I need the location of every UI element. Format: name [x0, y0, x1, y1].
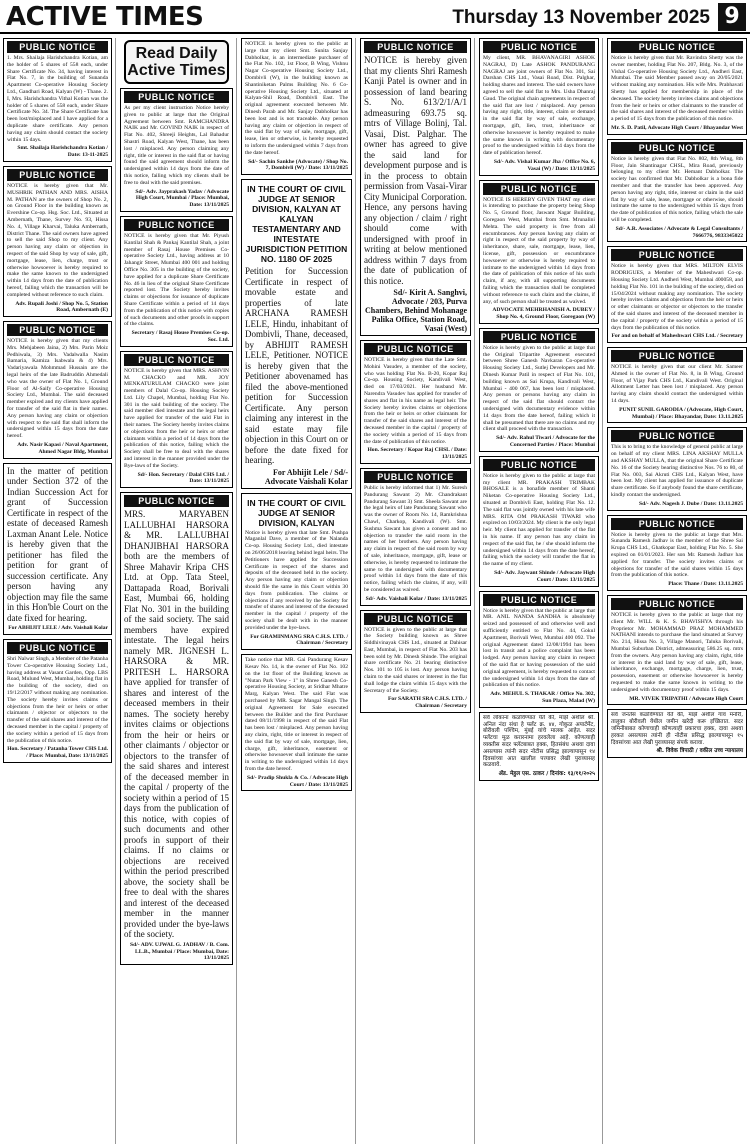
notice-title: PUBLIC NOTICE [364, 471, 467, 483]
notice-body: NOTICE is hereby given that Mr. Piyush Kantilal Shah & Pankaj Kantilal Shah, a joint member of Rasaj House Premises Co-operative Society Ltd., having address at 10 Jahangir Street, Mumbai 400 001 and holding Office No. 305 in the building of the society, have applied for a duplicate Share Certificate No. 46 in lieu of the original Share Certificate reported lost. The Society hereby invites claims or objections for issuance of duplicate Share Certificate within a period of 14 days from the publication of this notice with copies of such documents and other proofs in support of the claims. [124, 232, 229, 328]
notice-title: PUBLIC NOTICE [124, 354, 229, 366]
notice-body: NOTICE is hereby given that MRS. ASHVIN M. CHACKO and MR. JOY MENKATURULAM CHACKO were joint members of Dalal Co-op. Housing Society Ltd. Lily Chapel, Mumbai, holding Flat No. 301 in the said building of the society. The said member died intestate and the legal heirs have applied for transfer of the said Flat in their names. The Society hereby invites claims or objections from the heir or heirs or other claimants within a period of 14 days from the publication of this notice, failing which the Society shall be free to deal with the shares and interest in the manner provided under the Bye-laws of the Society. [124, 367, 229, 469]
public-notice [3, 166, 112, 317]
notice-signature: Adv. MEHUL S. THAKAR / Office No. 302, Sun Plaza, Malad (W) [490, 691, 595, 704]
notice-body: NOTICE is hereby given that my clients Mrs. Mehjabeen Jaina, 2) Mrs. Parin Moiz Pedhiwala, 3) Mrs. Vadalwalla Nasim Bamaria, Kamiza Isabwala & 4) Mrs. Vadariyawala Mohmmad Hussain are the legal heirs of the late Badruddin Ahmedali who was the owner of Flat No. 1, Ground Floor of Al-Saify Co-operative Housing Society Ltd., Mumbai. The said deceased member expired and my clients have applied for transfer of the said flat in their names. Any person having any claim or objection with respect to the said flat shall inform the undersigned within 15 days from the date hereof. [7, 338, 108, 440]
public-notice [607, 515, 747, 591]
public-notice [3, 463, 112, 635]
notice-title: PUBLIC NOTICE [611, 41, 743, 53]
notice-signature: For GRAMINMANG SRA C.H.S. LTD. / Chairman / Secretary [250, 633, 348, 647]
public-notice [479, 38, 599, 176]
masthead [0, 0, 750, 34]
notice-signature: MR. VIVEK TRIPATHI / Advocate High Court [629, 695, 743, 702]
notice-signature: Hon. Secretary / Patanha Tower CHS Ltd. / Place: Mumbai, Date: 13/11/2025 [7, 746, 108, 760]
notice-body: Notice is hereby given that the public at large that MR. ANIL NANDA SANDHA is absolutely seized and possessed of and otherwise well and sufficiently entitled to Flat No. 44, Gokul Apartment, Borivali West, Mumbai 400 092. The original Agreement dated 12/08/1994 has been lost in transit and a police complaint has been lodged. Any person having any claim in respect of the said flat or having possession of the said original agreement, is hereby requested to contact the undersigned within 14 days from the date of publication of this notice. [483, 607, 595, 689]
page-number: 9 [718, 3, 746, 31]
public-notice [360, 38, 471, 336]
notice-title: PUBLIC NOTICE [483, 331, 595, 343]
notice-body: Notice is hereby given that Flat No. 802, 8th Wing, 8th Floor, Jain Shantinagar CHSL, Mira Road, previously belonging to my client Mr. Hemant Dabholkar. The society has confirmed that Mr. Dabholkar is a bona fide member and that the transfer has been approved. Any person having any right, title, interest or claim in the said flat by way of sale, lease, mortgage or otherwise, should intimate the same to the undersigned within 15 days from the date of publication of this notice, failing which the sale will be completed. [611, 155, 743, 223]
court-notice [241, 179, 352, 489]
notice-body: 1. Mrs. Shailaja Harishchandra Kotian, am the holder of 5 shares of 558 each, under Share Certificate No. 34, having interest in Flat No. 7, in the building of Sunanda Apartment Co-operative Housing Society Ltd., Gandhari Road, Kalyan (W) - Thane. 2. I, Mrs. Harishchandra Vithal Kotian was the holder of 5 shares of 558 each, under Share Certificate No. 34. The Share Certificate has been lost/misplaced and I have applied for a duplicate share certificate. Any person having any claim should contact the society within 15 days. [7, 55, 108, 143]
public-notice [120, 351, 233, 489]
notice-title: PUBLIC NOTICE [611, 598, 743, 610]
notice-signature: Sd/- Adv. Vaishali Kolar / Date: 13/11/2025 [365, 595, 467, 602]
notice-body: NOTICE is hereby given that Mr. MUSHRIK PATHAN AND MRS. AISHA M. PATHAN are the owners of Shop No. 2, on Ground Floor in the building known as Evershine Co-op. Hsg. Soc. Ltd., Situated at Ambernath, Thane, Survey No. 93, Hissa No. 4, Village Kharvai, Taluka Ambernath, District Thane. The said owners have agreed to sell the said Shop to my client. Any person having any claim or objection in respect of the said Shop by way of sale, gift, mortgage, lease, lien, charge, trust or otherwise howsoever is hereby required to make the same known to the undersigned within 14 days from the date of publication hereof, failing which the transaction will be completed without reference to such claim. [7, 182, 108, 298]
public-notice [241, 654, 352, 791]
court-notice [241, 493, 352, 651]
notice-signature: Hon. Secretary / Kopar Raj CHSL / Date: 13/11/2025 [367, 447, 467, 461]
public-notice [360, 468, 471, 606]
notice-title: PUBLIC NOTICE [7, 324, 108, 336]
public-notice [607, 38, 747, 135]
marathi-notice [479, 712, 599, 781]
public-notice [607, 595, 747, 705]
column-4 [357, 38, 475, 1144]
notice-signature: Sd/- Kirit A. Sanghvi, Advocate / 203, Purva Chambers, Behind Mohanage Palika Office, Station Road, Vasai (West) [364, 288, 467, 333]
notice-body: As per my client instruction Notice hereby given to public at large that the Original Agreement between Smt. RAMCHANDRA NAIK and Mr. GOVIND NAIK in respect of Flat No. 402, Shreeji Heights, Lal Bahadur Shastri Road, Kalyan West, Thane, has been lost / misplaced. Any person claiming any right, title or interest in the said flat or having found the said agreement should inform the undersigned within 14 days from the date of this notice, failing which my clients shall be free to deal with the said premises. [124, 105, 229, 186]
notice-signature: For SARATH SRA C.H.S. LTD. / Chairman / Secretary [387, 696, 467, 710]
marathi-notice [607, 709, 747, 758]
notice-signature: For and on behalf of Maheshwari CHS Ltd. / Secretary [611, 333, 743, 340]
notice-signature: Secretary / Rasaj House Premises Co-op. Soc. Ltd. [131, 330, 229, 343]
notice-signature: Mr. S. D. Patil, Advocate High Court / Bhayandar West [611, 124, 743, 131]
public-notice [360, 610, 471, 714]
notice-signature: PUNIT SUNIL GARODIA / (Advocate, High Court, Mumbai) / Place: Bhayandar, Date: 13.11.2025 [619, 406, 743, 420]
notice-signature: Sd/- Pradip Shukla & Co. / Advocate High Court / Date: 13/11/2025 [246, 774, 348, 788]
public-notice [479, 328, 599, 452]
column-5 [476, 38, 603, 1144]
court-heading: IN THE COURT OF CIVIL JUDGE AT SENIOR DIVISION, KALYAN [247, 497, 346, 528]
notice-title: PUBLIC NOTICE [483, 41, 595, 53]
notice-title: PUBLIC NOTICE [7, 41, 108, 53]
public-notice [120, 492, 233, 965]
notice-body: NOTICE is hereby given to the public at large that my client Mr. WILL & K. S. BHAVISHYA through his Proprietor Mr. MOHAMMAD PRAZ MOHAMMED NATHANI intends to purchase the land situated at Survey No. 214, Hissa No. 3, Village Manori, Taluka Borivali, Mumbai Suburban District, admeasuring 586.25 sq. mtrs from the owners. Any person having any claim, right, title or interest in the said land by way of sale, gift, lease, inheritance, exchange, mortgage, charge, lien, trust, possession, easement or otherwise howsoever is hereby requested to make the same known in writing to the undersigned with documentary proof within 15 days. [611, 612, 743, 693]
public-notice [607, 347, 747, 423]
notice-title: PUBLIC NOTICE [611, 430, 743, 442]
notice-title: PUBLIC NOTICE [611, 249, 743, 261]
notice-body: Notice is hereby given to the public at large that the Original Tripartite Agreement executed between Shree Ganesh Navkaran Co-operative Housing Society Ltd., Sutlej Developers and Mr. Dinesh Kumar Patil in respect of Flat No. 101, building known as Sai Krupa, Kandivali West, Mumbai - 400 067, has been lost / misplaced. Any person or persons having any claim in respect of the said flat should contact the undersigned with documentary evidence within 14 days from the date hereof, failing which it shall be presumed that there are no claims and my client shall proceed with the transaction. [483, 344, 595, 433]
public-notice [479, 591, 599, 708]
public-notice [360, 340, 471, 464]
notice-body: This is to bring to the knowledge of general public at large on behalf of my client MRS. LINA AKSHAY MULLA and AKSHAY MULLA, that the original Share Certificate No. 16 of the Society bearing distinctive Nos. 76 to 80, of Flat No. 003, Sai Akruti CHS Ltd., Kalyan West, have been lost. My client has applied for issuance of duplicate share certificate. So if anybody found the share certificate, kindly contact the undersigned. [611, 444, 743, 499]
notice-body: My client, MR. BHAVANAGIRI ASHOK NAGRAJ, D) Late ASHOK PANDURANG NAGRAJ are joint owners of Flat No. 301, Sai Darshan CHS Ltd., Vasai Road, Dist. Palghar, holding shares and interest. The said owners have agreed to sell the said flat to Mrs. Usha Dhanraj Gaud. The original chain agreements in respect of the said flat are lost / misplaced. Any person having any right, title, interest, claim or demand in the said flat by way of sale, exchange, mortgage, gift, lien, trust, inheritance or otherwise howsoever is hereby required to make the same known in writing with documentary proof to the undersigned within 14 days from the date of publication hereof. [483, 55, 595, 157]
newspaper-title: ACTIVE TIMES [6, 2, 204, 32]
issue-date: Thursday 13 November 2025 [452, 7, 710, 28]
notice-title: PUBLIC NOTICE [483, 459, 595, 471]
notice-body: Notice is hereby given that late Smt. Pushpa Maganlal Dave, a member of the Nalanda Co-op. Housing Society Ltd., died intestate on 26/06/2018 leaving behind legal heirs. The Petitioners have applied for Succession Certificate in respect of the shares and deposits of the deceased held in the society. Any person having any claim or objection should file the same in this Court within 30 days from publication. The claims or objections if any received by the Society for transfer of shares and interest of the deceased member in the capital / property of the society shall be dealt with in the manner provided under the bye-laws. [245, 529, 348, 631]
notice-body: NOTICE is hereby given that my clients Shri Ramesh Kanji Patel is owner and in possession of land bearing S. No. 613/2/1/A/1 admeasuring 693.75 sq. mtrs of Village Bolinj, Tal. Vasai, Dist. Palghar. The owner has agreed to give the said land for development purpose and is in the process to obtain permission from Vasai-Virar City Municipal Corporation. Hence, any persons having any objection / claim / right should come with undersigned with proof in writing at below mentioned address within 7 days from the date of publication of this notice. [364, 55, 467, 286]
column-1 [0, 38, 116, 1144]
notice-body: Notice is hereby given to the public at large that my client MR. PRAKASH TRIMBAK BHOSALE is a bonafide member of Shanti Niketan Co-operative Housing Society Ltd., situated at Dombivli East, holding Flat No. 12. The said flat was jointly owned with his late wife MRS. RITA OM PRAKASH TIWARI who expired on 10/03/2024. My client is the only legal heir. My client has applied for transfer of the flat in his name. If any person has any claim in respect of the said flat, he / she should inform the undersigned within 14 days from the date hereof, failing which the society will transfer the flat in the name of my client. [483, 472, 595, 568]
notice-body: NOTICE is hereby given to the public at large that my client Smt. Sunita Sanjay Dabholkar, is an intermediate purchaser of the Flat No. 102, 1st Floor, B Wing, Vishnu Nagar Co-operative Housing Society Ltd., Dombivli (W), in the building known as Shantiniketan Palms Building No. 6 Co-operative Housing Society Ltd., situated at Kalyan-Shil Road, Dombivli East. The original agreement executed between Mr. Dinesh Parab and Mr. Sanjay Dabholkar has been lost and is not traceable. Any person having any claim or objection in respect of the said flat by way of sale, mortgage, gift, lease, lien or otherwise, is hereby requested to inform the undersigned within 7 days from the date hereof. [245, 41, 348, 156]
notice-signature: Smt. Shailaja Harishchandra Kotian / Date: 13-11-2025 [17, 145, 108, 159]
public-notice [3, 38, 112, 162]
notice-body: Notice is hereby given that MRS. MILTON ELVIS RODRIGUES, a Member of the Maheshwari Co-op. Housing Society Ltd. Andheri West, Mumbai 400058, and holding Flat No. 101 in the building of the society, died on 15/04/2024 without making any nomination. The society hereby invites claims and objections from the heir or heirs or other claimants or objector or objectors to the transfer of the said shares and interest of the deceased member in the capital / property of the society within a period of 15 days from the publication of this notice. [611, 263, 743, 331]
public-notice [241, 38, 352, 175]
notice-signature: Sd/- Hon. Secretary / Dalal CHS Ltd. / Date: 13/11/2025 [137, 471, 229, 485]
public-notice [607, 427, 747, 510]
public-notice [3, 639, 112, 763]
notice-title: PUBLIC NOTICE [124, 219, 229, 231]
public-notice [479, 180, 599, 324]
notice-body: Notice is hereby given to the public at large that Mrs. Sunanda Ramesh Jadhav is the member of the Shree Sai Krupa CHS Ltd., Ghatkopar East, holding Flat No. 5. She expired on 01/01/2023. Her son Mr. Ramesh Jadhav has applied for transfer. The society invites claims or objections for transfer of the said shares within 15 days from the publication of this notice. [611, 531, 743, 579]
notice-body: NOTICE is given to the public at large that the Society building known as Shree Siddhivinayak CHS Ltd., situated at Dahisar East, Mumbai, in respect of Flat No. 203 has been sold by Mr. Dinesh Shinde. The original share certificate No. 21 bearing distinctive Nos. 101 to 105 is lost. Any person having claim to the said shares or interest in the flat shall lodge the claim within 15 days with the Secretary of the Society. [364, 626, 467, 694]
notice-signature: Adv. Rupali Joshi / Shop No. 5, Station Road, Ambernath (E) [15, 300, 108, 314]
column-2 [117, 38, 237, 1144]
notice-body: Petition for Succession Certificate in respect of movable estate and properties of late ARCHANA RAMESH LELE, Hindu, inhabitant of Dombivli, Thane, deceased, by ABHIJIT RAMESH LELE, Petitioner. NOTICE is hereby given that the Petitioner abovenamed has filed the above-mentioned petition for Succession Certificate. Any person claiming any interest in the said estate may file objection in this Court on or before the date fixed for hearing. [245, 266, 348, 466]
public-notice [479, 456, 599, 587]
notice-body: NOTICE is hereby given that the Late Smt. Mohini Vasudev, a member of the society, who was holding Flat No. B-20, Kopar Raj Co-op. Housing Society, Kandivali West, died on 17/03/2021. Her husband Mr. Narendra Vasudev has applied for transfer of shares and flat in his name as legal heir. The Society hereby invites claims or objections from the heir or heirs or other claimants for transfer of the said shares and interest of the deceased member in the capital / property of the society within a period of 15 days from the date of publication of this notice. [364, 357, 467, 445]
notice-title: PUBLIC NOTICE [611, 350, 743, 362]
public-notice [3, 321, 112, 459]
notice-title: PUBLIC NOTICE [483, 594, 595, 606]
public-notice [607, 246, 747, 343]
notice-body: Shri Nalwar Singh, a Member of the Patanha Tower Co-operative Housing Society Ltd., having address at Vasant Garden, Opp. LBS Road, Mulund West, Mumbai, holding flat in the building of the society, died on 19/12/2017 without making any nomination. The society hereby invites claims or objections from the heir or heirs or other claimants / objector or objectors to the transfer of the said shares and interest of the deceased member in the capital / property of the society within a period of 15 days from the publication of this notice. [7, 655, 108, 744]
notice-body: सर्व जनतेस कळविण्यात येते की, माझे अशील गाव मनोरी, तालुका बोरीवली येथील जमीन खरेदी करू इच्छितात. सदर जमिनीबाबत कोणाचाही कोणत्याही प्रकारचा हक्क, दावा अथवा हरकत असल्यास त्यांनी ही नोटीस प्रसिद्ध झाल्यापासून १५ दिवसांच्या आत लेखी पुराव्यासह संपर्क करावा. [611, 712, 743, 746]
notice-signature: Sd/- Adv. Rahul Tiwari / Advocate for the Concerned Parties / Place: Mumbai [496, 435, 595, 449]
column-6 [604, 38, 750, 1144]
notice-title: PUBLIC NOTICE [7, 642, 108, 654]
notice-signature: Adv. Nasir Kapasi / Naval Apartment, Ahmed Nagar Bldg, Mumbai [17, 442, 108, 455]
notice-signature: For Abhijit Lele / Sd/- Advocate Vaishali Kolar [264, 467, 348, 486]
notice-signature: Sd/- Adv. Vishal Kumar Jha / Office No. 6, Vasai (W) / Date: 13/11/2025 [493, 158, 595, 172]
notice-title: PUBLIC NOTICE [364, 613, 467, 625]
notice-signature: For ABHIJIT LELE / Adv. Vaishali Kolar [8, 625, 108, 632]
public-notice [607, 139, 747, 243]
notice-title: PUBLIC NOTICE [364, 343, 467, 355]
notice-signature: Sd/- ADV. UJWAL G. JADHAV / B. Com. LL.B., Mumbai / Place: Mumbai, Date: 13/11/2025 [130, 941, 229, 962]
notice-signature: श्री. विवेक त्रिपाठी / वकील उच्च न्यायालय [656, 748, 743, 755]
public-notice [120, 88, 233, 212]
notice-signature: ॲड. मेहुल एस. ठाकर / दिनांक: १३/११/२०२५ [498, 771, 595, 778]
notice-title: PUBLIC NOTICE [124, 91, 229, 103]
notice-body: NOTICE is hereby given that our client Mr. Sameer Ahmed is the owner of Flat No. 8, in B Wing, Ground Floor, of Vijay Park CHS Ltd., Kandivali West. Original Allotment Letter has been lost / misplaced. Any person having any claim should contact the undersigned within 14 days. [611, 364, 743, 405]
notice-signature: ADVOCATE MEHRHANISH A. DUBEY / Shop No. 4, Ground Floor, Goregaon (W) [492, 307, 595, 321]
notice-title: PUBLIC NOTICE [611, 142, 743, 154]
notice-signature: Sd/- Adv. Jaywant Shinde / Advocate High Court / Date: 13/11/2025 [494, 570, 595, 583]
notice-body: Take notice that MR. Gai Pandurang Kesav Kesav No. 14, is the owner of Flat No. 102 on the 1st floor of the Building known as "Nutan Park View - 1" in Shree Ganesh Co-operative Housing Society, at Sridhar Mhatre Marg, Kalyan West. The said Flat was purchased by MR. Sagar Mangal Singh. The original Agreement for Sale executed between the Builder and the first Purchaser dated 08/11/1998 in respect of the said Flat has been lost / misplaced. Any person having any claim, right, title or interest in respect of the said flat by way of sale, mortgage, lien, charge, gift, inheritance, easement or otherwise howsoever shall intimate the same in writing to the undersigned within 14 days from the date hereof. [245, 657, 348, 772]
notice-body: Public is hereby informed that 1) Mr. Suresh Pandurang Sawant 2) Mr. Chandrakant Pandurang Sawant 3) Smt. Sheela Sawant are the legal heirs of late Pandurang Sawant who was the owner of Room No. 14, Ramkrishna Chawl, Charkop, Kandivali (W). Smt. Sushma Sawant has given a consent and no objection to transfer the said room in the names of her brothers. Any person having any claim in respect of the said room by way of sale, inheritance, mortgage, gift, lease or otherwise, is hereby requested to intimate the same to the undersigned with documentary proof within 14 days from the date of this notice, failing which the claims, if any, will be considered as waived. [364, 484, 467, 593]
notice-body: सर्व लोकांना कळविण्यात येते की, माझे अशील श्री. अनिल नंदा संधा हे फ्लॅट क्र. ४४, गोकुळ अपार्टमेंट, बोरीवली पश्चिम, मुंबई यांचे मालक आहेत. सदर फ्लॅटचा मूळ करारनामा हरवलेला आहे. कोणत्याही व्यक्तीस सदर फ्लॅटबाबत हक्क, हितसंबंध अथवा दावा असल्यास त्यांनी सदर नोटीस प्रसिद्ध झाल्यापासून १४ दिवसांच्या आत खालील पत्त्यावर लेखी पुराव्यासह कळवावे. [483, 714, 595, 769]
read-daily-banner: Read Daily Active Times [124, 40, 229, 84]
public-notice [120, 216, 233, 347]
notice-title: PUBLIC NOTICE [7, 169, 108, 181]
notice-signature: Place: Thane / Date: 13.11.2025 [668, 581, 743, 588]
notice-signature: Sd/- Sachin Sankhe (Advocate) / Shop No. 7, Dombivli (W) / Date: 13/11/2025 [248, 158, 348, 172]
notice-body: Notice is hereby given that Mr. Ravindra Shetty was the owner member, holding Flat No. 207, Bldg. No. 3, of the Vishal Co-operative Housing Society Ltd., Andheri East, Mumbai. The said Member passed away on 20/05/2021 without making any nomination. His wife Mrs. Prabhavati Shetty has applied for membership in place of the deceased. The society hereby invites claims and objections from the heir or heirs or other claimants to the transfer of the said shares and interest of the deceased member within a period of 15 days from the publication of this notice. [611, 55, 743, 123]
notice-body: MRS. MARYABEN LALLUBHAI HARSORA & MR. LALLUBHAI DHANJIBHAI HARSORA both are the members of Shree Mahavir Kripa CHS Ltd. at Opp. Tata Steel, Dattapada Road, Borivali East, Mumbai 66, holding Flat No. 301 in the building of the said society. The said members have expired intestate. The legal heirs namely MR. JIGNESH L. HARSORA & MR. PRITESH L. HARSORA have applied for transfer of shares and interest of the deceased members in their names. The society hereby invites claims or objections from the heir or heirs or other claimants / objector or objectors to the transfer of the said shares and interest of the deceased member in the capital / property of the society within a period of 15 days from the publication of this notice, with copies of such documents and other proofs in support of their claims. If no claims or objections are received within the period prescribed above, the society shall be free to deal with the shares and interest of the deceased member in the manner provided under the bye-laws of the society. [124, 509, 229, 940]
notice-signature: Sd/- Adv. Nagesh J. Dube / Date: 13.11.2025 [639, 500, 743, 507]
notice-title: PUBLIC NOTICE [483, 183, 595, 195]
column-3 [238, 38, 356, 1144]
notice-body: NOTICE IS HEREBY GIVEN THAT my client is intending to purchase the property being Shop No. 5, Ground floor, Jaswant Nagar Building, Goregaon West, Mumbai from Smt. Mrunalini Mehta. The said property is free from all encumbrances. Any person having any claim or right in respect of the said property by way of inheritance, share, sale, mortgage, lease, lien, license, gift, possession or encumbrance howsoever or otherwise is hereby required to intimate to the undersigned within 14 days from the date of publication of this notice of his such claim, if any, with all supporting documents failing which the transaction shall be completed without reference to such claim and the claims, if any, of such person shall be treated as waived. [483, 196, 595, 305]
notice-title: PUBLIC NOTICE [124, 495, 229, 507]
notice-title: PUBLIC NOTICE [364, 41, 467, 53]
notice-body: In the matter of petition under Section 372 of the Indian Succession Act for grant of Succession Certificate in respect of the estate of deceased Ramesh Laxman Anant Lele. Notice is hereby given that the petitioner has filed the petition for grant of succession certificate. Any person having any objection may file the same in this Hon'ble Court on the date fixed for hearing. [7, 465, 108, 623]
court-heading: IN THE COURT OF CIVIL JUDGE AT SENIOR DIVISION, KALYAN AT KALYAN TESTAMENTARY AND INTESTATE JURISDICTION PETITION NO. 1180 OF 2025 [245, 184, 348, 265]
notice-signature: Sd/- Adv. Jayprakash Yadav / Advocate High Court, Mumbai / Place: Mumbai, Date: 13/11/2025 [135, 188, 229, 209]
notice-title: PUBLIC NOTICE [611, 518, 743, 530]
notice-signature: Sd/- A.R. Associates / Advocate & Legal Consultants / 7666776, 9833345022 [615, 225, 743, 239]
